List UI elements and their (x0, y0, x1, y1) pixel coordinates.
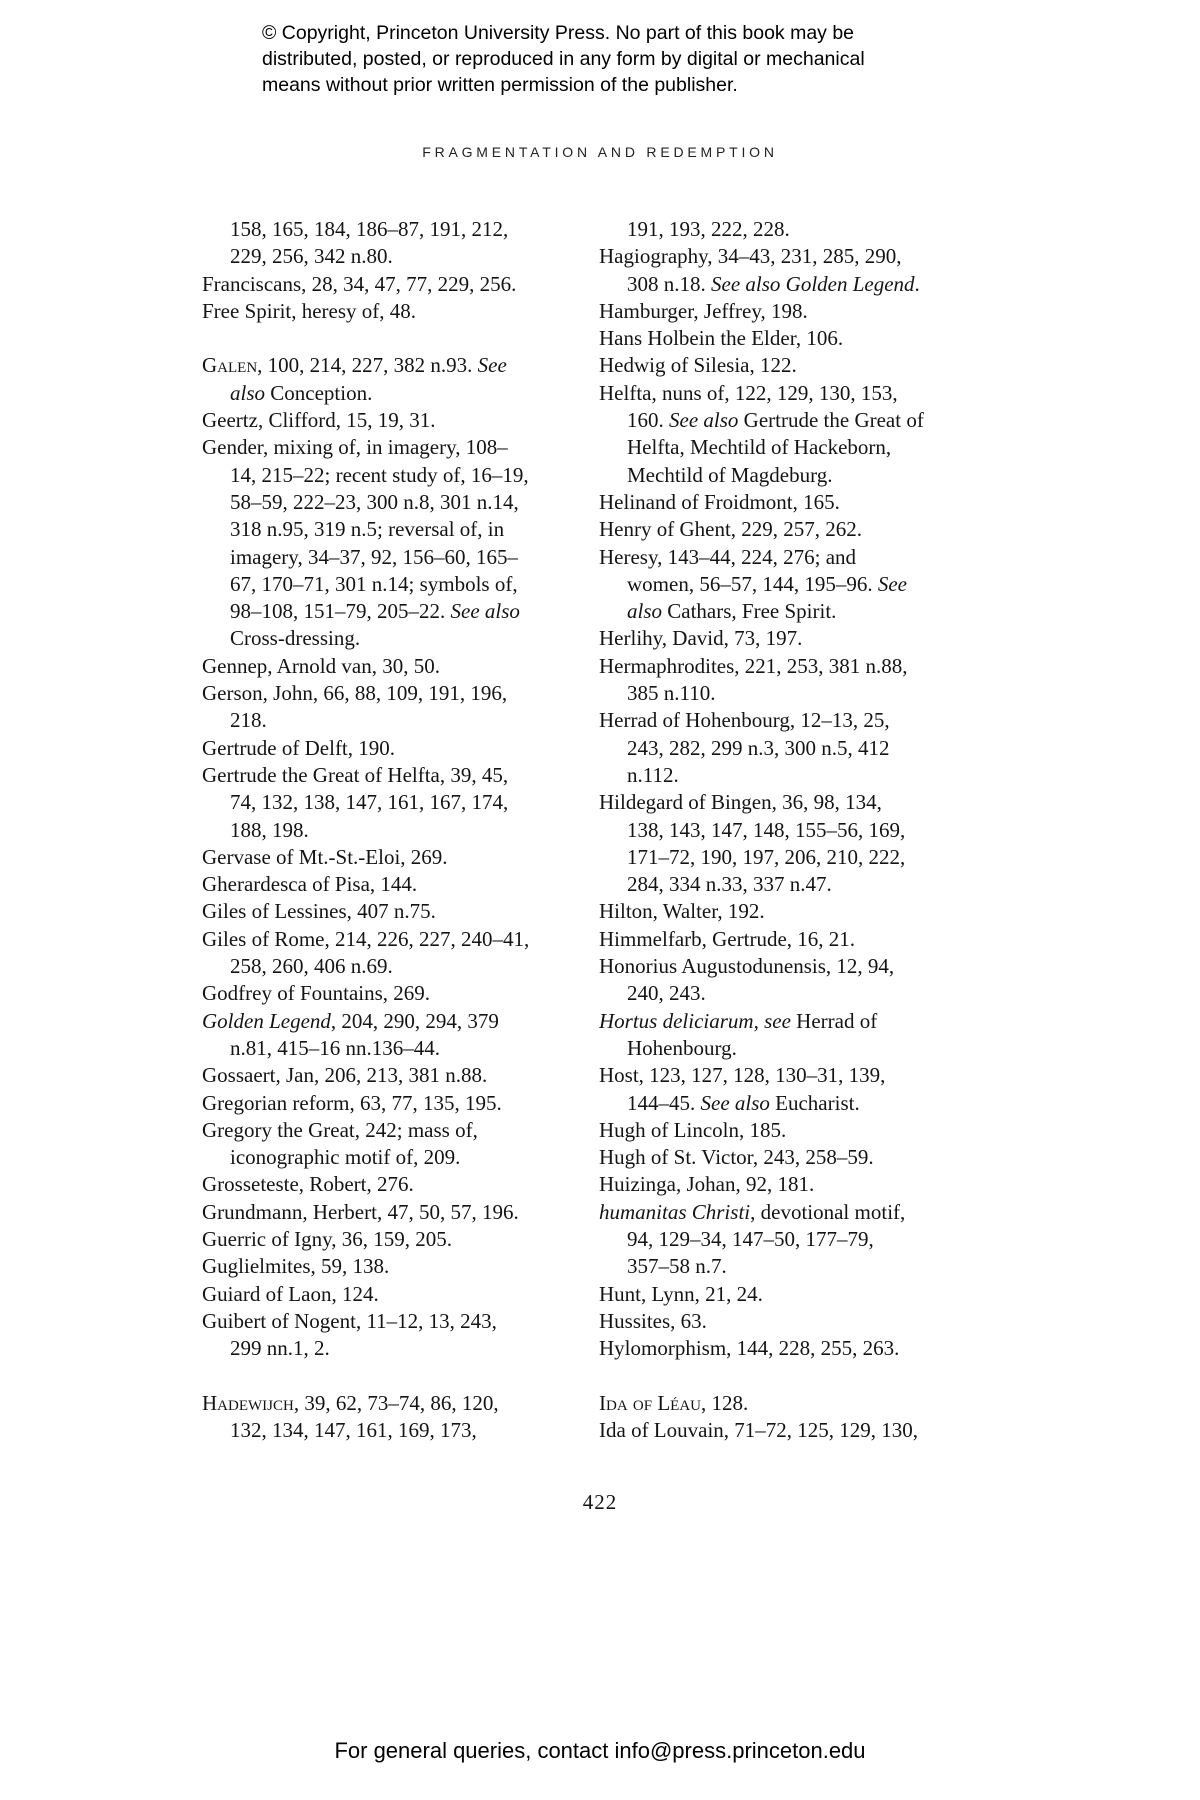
entry-text: Free Spirit, heresy of, 48. (202, 298, 417, 323)
entry-text: Hedwig of Silesia, 122. (599, 353, 797, 378)
index-entry-continuation (599, 462, 999, 489)
entry-text: Gertrude the Great of (738, 408, 924, 433)
index-entry (599, 953, 999, 980)
entry-text: Hugh of St. Victor, 243, 258–59. (599, 1145, 874, 1170)
entry-text: 229, 256, 342 n.80. (230, 244, 393, 269)
entry-text: Guglielmites, 59, 138. (202, 1254, 390, 1279)
index-entry-continuation (202, 216, 592, 243)
index-entry-continuation (599, 817, 999, 844)
index-entry (202, 1281, 592, 1308)
entry-text: Hugh of Lincoln, 185. (599, 1117, 787, 1142)
entry-text: Hamburger, Jeffrey, 198. (599, 298, 808, 323)
index-entry (202, 1008, 592, 1035)
index-entry-continuation (202, 462, 592, 489)
index-entry-continuation (599, 680, 999, 707)
entry-text: Gertrude the Great of Helfta, 39, 45, (202, 762, 509, 787)
index-entry-continuation (599, 762, 999, 789)
entry-text: 240, 243. (627, 981, 706, 1006)
entry-text: See (477, 353, 507, 378)
copyright-line: distributed, posted, or reproduced in any form by digital or mechanical (262, 48, 865, 70)
entry-text: n.112. (627, 762, 679, 787)
index-entry-continuation (202, 625, 592, 652)
index-entry-continuation (599, 1253, 999, 1280)
entry-text: Helinand of Froidmont, 165. (599, 489, 840, 514)
index-entry-continuation (202, 489, 592, 516)
entry-text: 218. (230, 708, 267, 733)
entry-text: Grundmann, Herbert, 47, 50, 57, 196. (202, 1199, 519, 1224)
index-entry (202, 926, 592, 953)
index-entry-continuation (202, 1335, 592, 1362)
index-entry-continuation (599, 735, 999, 762)
footer-contact: For general queries, contact info@press.princeton.edu (334, 1738, 866, 1763)
index-entry (599, 516, 999, 543)
index-entry (202, 1062, 592, 1089)
entry-text: Gervase of Mt.-St.-Eloi, 269. (202, 844, 448, 869)
entry-text: 144–45. (627, 1090, 701, 1115)
index-entry (202, 980, 592, 1007)
entry-text: Hadewijch (202, 1390, 294, 1415)
index-entry (599, 325, 999, 352)
index-entry-continuation (202, 789, 592, 816)
index-entry-continuation (202, 707, 592, 734)
entry-text: Herlihy, David, 73, 197. (599, 626, 803, 651)
index-entry (202, 352, 592, 379)
entry-text: Gender, mixing of, in imagery, 108– (202, 435, 508, 460)
entry-text: 308 n.18. (627, 271, 711, 296)
index-entry (202, 735, 592, 762)
index-entry (202, 762, 592, 789)
entry-text: 132, 134, 147, 161, 169, 173, (230, 1418, 477, 1443)
entry-text: 258, 260, 406 n.69. (230, 954, 393, 979)
index-entry (599, 898, 999, 925)
index-column-right (599, 216, 999, 1444)
entry-text: Mechtild of Magdeburg. (627, 462, 833, 487)
index-entry (599, 1117, 999, 1144)
index-entry (202, 1199, 592, 1226)
index-entry (202, 1117, 592, 1144)
entry-text: See also Golden Legend (711, 271, 915, 296)
index-entry-continuation (202, 1417, 592, 1444)
entry-text: Hans Holbein the Elder, 106. (599, 326, 844, 351)
index-entry (202, 680, 592, 707)
index-entry-continuation (599, 434, 999, 461)
entry-text: Herrad of Hohenbourg, 12–13, 25, (599, 708, 890, 733)
entry-text: , 39, 62, 73–74, 86, 120, (293, 1390, 499, 1415)
entry-text: Eucharist. (769, 1090, 860, 1115)
index-entry (202, 1090, 592, 1117)
entry-text: n.81, 415–16 nn.136–44. (230, 1035, 440, 1060)
index-entry (202, 653, 592, 680)
entry-text: 138, 143, 147, 148, 155–56, 169, (627, 817, 906, 842)
index-entry (599, 653, 999, 680)
index-entry-continuation (202, 516, 592, 543)
copyright-line: means without prior written permission of the publisher. (262, 74, 738, 96)
index-entry-continuation (599, 871, 999, 898)
running-head: FRAGMENTATION AND REDEMPTION (422, 144, 778, 160)
entry-text: 58–59, 222–23, 300 n.8, 301 n.14, (230, 489, 519, 514)
entry-spacer (599, 1362, 999, 1389)
entry-text: 284, 334 n.33, 337 n.47. (627, 872, 832, 897)
entry-spacer (202, 1362, 592, 1389)
entry-text: women, 56–57, 144, 195–96. (627, 571, 878, 596)
entry-text: 98–108, 151–79, 205–22. (230, 599, 451, 624)
entry-text: Galen (202, 353, 258, 378)
entry-text: Guerric of Igny, 36, 159, 205. (202, 1226, 453, 1251)
entry-text: See also (450, 599, 520, 624)
entry-text: Giles of Rome, 214, 226, 227, 240–41, (202, 926, 530, 951)
index-entry (202, 271, 592, 298)
index-entry-continuation (202, 1035, 592, 1062)
index-entry-continuation (599, 598, 999, 625)
entry-text: 357–58 n.7. (627, 1254, 727, 1279)
entry-text: Hilton, Walter, 192. (599, 899, 765, 924)
index-entry-continuation (599, 980, 999, 1007)
index-entry (599, 625, 999, 652)
entry-text: Gerson, John, 66, 88, 109, 191, 196, (202, 681, 508, 706)
entry-text: 299 nn.1, 2. (230, 1336, 330, 1361)
index-entry-continuation (599, 407, 999, 434)
index-entry (599, 352, 999, 379)
index-entry-continuation (202, 1144, 592, 1171)
index-entry (599, 243, 999, 270)
entry-text: Gregorian reform, 63, 77, 135, 195. (202, 1090, 502, 1115)
index-entry (202, 844, 592, 871)
entry-text: Himmelfarb, Gertrude, 16, 21. (599, 926, 856, 951)
entry-text: See also (700, 1090, 770, 1115)
entry-text: Hylomorphism, 144, 228, 255, 263. (599, 1336, 900, 1361)
index-entry (599, 1062, 999, 1089)
entry-text: . (914, 271, 920, 296)
index-entry-continuation (202, 243, 592, 270)
entry-text: Herrad of (790, 1008, 878, 1033)
index-column-left (202, 216, 592, 1444)
entry-spacer (202, 325, 592, 352)
index-entry (599, 298, 999, 325)
index-entry (599, 1417, 999, 1444)
entry-text: Henry of Ghent, 229, 257, 262. (599, 517, 863, 542)
index-entry (599, 1008, 999, 1035)
copyright-line: © Copyright, Princeton University Press. No part of this book may be (262, 22, 855, 44)
entry-text: Cross-dressing. (230, 626, 361, 651)
index-entry-continuation (202, 953, 592, 980)
index-entry (202, 298, 592, 325)
entry-text: humanitas Christi (599, 1199, 751, 1224)
entry-text: 243, 282, 299 n.3, 300 n.5, 412 (627, 735, 890, 760)
entry-text: 385 n.110. (627, 681, 716, 706)
entry-text: Helfta, Mechtild of Hackeborn, (627, 435, 892, 460)
entry-text: Hunt, Lynn, 21, 24. (599, 1281, 763, 1306)
index-entry-continuation (599, 271, 999, 298)
entry-text: 67, 170–71, 301 n.14; symbols of, (230, 571, 518, 596)
index-entry (599, 1171, 999, 1198)
entry-text: Hildegard of Bingen, 36, 98, 134, (599, 790, 882, 815)
entry-text: Honorius Augustodunensis, 12, 94, (599, 954, 895, 979)
entry-text: Grosseteste, Robert, 276. (202, 1172, 414, 1197)
index-entry-continuation (599, 1090, 999, 1117)
entry-text: Hussites, 63. (599, 1308, 707, 1333)
entry-text: , 100, 214, 227, 382 n.93. (257, 353, 478, 378)
entry-text: Hortus deliciarum, see (599, 1008, 791, 1033)
index-entry (599, 1144, 999, 1171)
entry-text: Hermaphrodites, 221, 253, 381 n.88, (599, 653, 908, 678)
entry-text: 160. (627, 408, 669, 433)
entry-text: Guiard of Laon, 124. (202, 1281, 379, 1306)
index-entry-continuation (202, 817, 592, 844)
index-entry (202, 871, 592, 898)
entry-text: 191, 193, 222, 228. (627, 217, 790, 241)
entry-text: Gossaert, Jan, 206, 213, 381 n.88. (202, 1063, 488, 1088)
entry-text: Heresy, 143–44, 224, 276; and (599, 544, 857, 569)
entry-text: Cathars, Free Spirit. (662, 599, 837, 624)
index-entry (599, 1308, 999, 1335)
index-entry (599, 1281, 999, 1308)
entry-text: Huizinga, Johan, 92, 181. (599, 1172, 815, 1197)
entry-text: , 204, 290, 294, 379 (330, 1008, 499, 1033)
index-entry-continuation (202, 544, 592, 571)
entry-text: Godfrey of Fountains, 269. (202, 981, 431, 1006)
entry-text: Gherardesca of Pisa, 144. (202, 872, 418, 897)
index-entry (599, 926, 999, 953)
entry-text: See (877, 571, 907, 596)
entry-text: Gennep, Arnold van, 30, 50. (202, 653, 440, 678)
entry-text: , devotional motif, (750, 1199, 906, 1224)
entry-text: 94, 129–34, 147–50, 177–79, (627, 1226, 874, 1251)
entry-text: Gregory the Great, 242; mass of, (202, 1117, 478, 1142)
entry-text: Franciscans, 28, 34, 47, 77, 229, 256. (202, 271, 517, 296)
index-entry-continuation (599, 571, 999, 598)
index-entry (202, 1253, 592, 1280)
entry-text: Golden Legend (202, 1008, 331, 1033)
index-entry (202, 1226, 592, 1253)
index-entry (599, 380, 999, 407)
entry-text: 318 n.95, 319 n.5; reversal of, in (230, 517, 505, 542)
index-entry-continuation (599, 1035, 999, 1062)
index-entry (599, 544, 999, 571)
entry-text: 188, 198. (230, 817, 309, 842)
entry-text: Helfta, nuns of, 122, 129, 130, 153, (599, 380, 898, 405)
index-entry (599, 707, 999, 734)
entry-text: Hagiography, 34–43, 231, 285, 290, (599, 244, 902, 269)
entry-text: Conception. (265, 380, 373, 405)
index-entry (599, 489, 999, 516)
page-number: 422 (582, 1490, 618, 1514)
index-entry-continuation (202, 598, 592, 625)
index-entry (599, 1335, 999, 1362)
entry-text: also (230, 380, 266, 405)
entry-text: iconographic motif of, 209. (230, 1145, 461, 1170)
index-entry-continuation (202, 380, 592, 407)
entry-text: Giles of Lessines, 407 n.75. (202, 899, 436, 924)
index-entry (599, 1199, 999, 1226)
entry-text: 14, 215–22; recent study of, 16–19, (230, 462, 529, 487)
index-entry (599, 1390, 999, 1417)
entry-text: 74, 132, 138, 147, 161, 167, 174, (230, 790, 509, 815)
entry-text: Geertz, Clifford, 15, 19, 31. (202, 408, 436, 433)
entry-text: , 128. (701, 1390, 749, 1415)
index-entry-continuation (599, 216, 999, 243)
index-entry-continuation (599, 1226, 999, 1253)
entry-text: imagery, 34–37, 92, 156–60, 165– (230, 544, 518, 569)
entry-text: also (627, 599, 663, 624)
entry-text: 171–72, 190, 197, 206, 210, 222, (627, 844, 906, 869)
copyright-notice (262, 20, 982, 98)
index-entry-continuation (599, 844, 999, 871)
entry-text: Guibert of Nogent, 11–12, 13, 243, (202, 1308, 497, 1333)
entry-text: Host, 123, 127, 128, 130–31, 139, (599, 1063, 886, 1088)
index-entry (202, 407, 592, 434)
index-entry-continuation (202, 571, 592, 598)
entry-text: Ida of Léau (599, 1390, 701, 1415)
entry-text: See also (669, 408, 739, 433)
entry-text: 158, 165, 184, 186–87, 191, 212, (230, 217, 509, 241)
entry-text: Hohenbourg. (627, 1035, 737, 1060)
index-entry (202, 434, 592, 461)
index-entry (202, 898, 592, 925)
index-entry (202, 1308, 592, 1335)
entry-text: Ida of Louvain, 71–72, 125, 129, 130, (599, 1418, 919, 1443)
index-entry (202, 1390, 592, 1417)
index-entry (599, 789, 999, 816)
index-entry (202, 1171, 592, 1198)
entry-text: Gertrude of Delft, 190. (202, 735, 396, 760)
